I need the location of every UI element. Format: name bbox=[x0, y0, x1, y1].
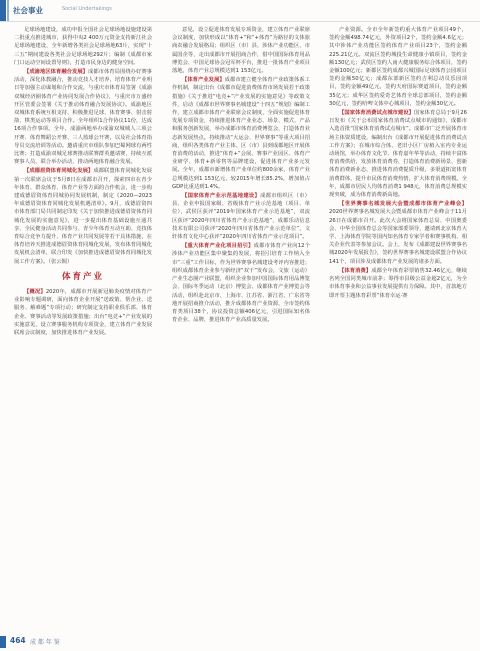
paragraph bbox=[329, 26, 467, 108]
paragraph-heading: 【成渝地区体育融合发展】 bbox=[24, 69, 89, 76]
paragraph bbox=[14, 167, 152, 265]
paragraph-text: 成都联盟体育同城化发展第一次联席会议于5月8日在成都市召开，探索四市在青少年体育、群众体育、体育产业等方面的合作机会，进一步构建成德眉资体育同城协同发展机制，制定《2020—2023年成德眉资体育同城化发展机遇清单》。9月，成德眉资四市体育部门局共同制定印发《关于加快推进成德眉资体育同城化发展的实施意见》，进一步提出体育基础设施互通共享、全民健身活动共同参与、青少年体育互动互助、竞技体育综合竞争力提升、体育产业共同发展等若干具体措施，在体育培养天推进成德眉资体育同城化发展，发布体育同城化发展机会清单，联合印发《加快推进成德眉资体育同城化发展工作方案》。（张云铜） bbox=[14, 168, 152, 265]
paragraph-text: 国家体育总局于9月26日发布《关于公布国家体育消费试点城市的通知》，成都市入选首批“国家体育消费试点城市”。成都市广泛开展体育市场主体资质建设，编制出台《成都市开展促进体育消费试点工作方案》；在城市综合体、老旧小区厂房植入室内专业运动场馆，举办体育文化节、体育嘉年华等活动，持续丰富体育消费供给，发放体育消费券，打造体育消费新场景，创新体育消费新业态，推进体育消费提质升级，多渠道拓宽体育消费群体，提升市民体育消费热情，扩大体育消费规模。全年，成都市居民人均体育消费1 948元，体育消费总规模实现突破，成为体育消费新高地。 bbox=[329, 110, 467, 199]
paragraph-heading: 【世界赛事名城发展大会暨成都市体育产业峰会】 bbox=[339, 201, 467, 208]
paragraph-heading: 【国家体育产业示范基地建设】 bbox=[182, 193, 261, 200]
paragraph bbox=[14, 26, 152, 67]
paragraph-heading: 【国家体育消费试点城市建设】 bbox=[339, 110, 414, 117]
header-accent-bar bbox=[0, 0, 6, 22]
paragraph bbox=[329, 267, 467, 300]
yearbook-label: 成 都 年 鉴 bbox=[30, 639, 60, 646]
paragraph-text: 成都市体育局围绕办好赛事活动，深化体教融合，推动竞技人才培养，培育体育产业明日等加强主动谋划和合作交流，与重庆市体育局签署《成渝双城经济圈体育产业协同发展合作协议》，与重庆市万盛经开区管委会签署《关于推动体育融合发展协议》。成渝地区双城体育系统互相支持、积极推进足球、体育赛事、射击射箭、棋类运动等项目合作。全年组织1合作协议11份，达成16项合作事项。全年，成渝两地举办成渝双城城人三项公开赛、体育舞蹈公开赛、三人篮球公开赛，以及社会体育指导员交流培训等活动。邀请重庆市组队参加巴蜀网球有两性比赛；打造成渝双城足球赛推动联赛群英邀请赛，持续互派赛事人员，联合举办活动，推动两地体育融合发展。 bbox=[14, 69, 152, 166]
footer-accent-bar bbox=[0, 636, 6, 648]
paragraph-text: 足球场地建设，成功申报全国社会足球场地设施建设第二批重点推进城市，获得中央2 400万元资金支持新江社会足球场地建设，全年新增各类社会足球场地63片，实现“十三五”期间建设各类社会足球场地292片；编制《成都市家门口运动空间设置导则》，打造市民身边的健身空间。 bbox=[14, 27, 152, 66]
paragraph-heading: 【概况】 bbox=[24, 288, 46, 295]
paragraph-text: 成都市组织区（市）县、企业申报国家级、省级体育产业示范基地（项目、单位），武侯区获评“2019年国家体育产业示范基地”，双流区获评“2020年四川省体育产业示范基地”，成都乐动信息技术有限公司获评“2020年四川省体育产业示范单位”，文轩体育文化中心获评“2020年四川省体育产业示范项目”。 bbox=[172, 193, 310, 241]
paragraph bbox=[172, 192, 310, 241]
section-heading: 体育产业 bbox=[61, 271, 104, 282]
paragraph bbox=[329, 109, 467, 199]
paragraph bbox=[14, 68, 152, 166]
paragraph-text: 成都市建立健全体育产业政策体系工作机制，制定出台《成都市促进消费体育市场发展若干政策措施》《关于推进“电竞+”产业发展的实施意见》等政策文件，启动《成都市世界赛事名城建设“十四五”规划》编制工作，建立成都市体育产业联席会议制度，全面实施促进体育发展专项资金，持续推进体育产业业态、场景、模式、产品和服务创新发展，举办成都市体育消费博览会，打造体育业态新发展热点。持续推动“大运会、世界赛事”等重大项目招商，组织各类体育产业主体、区（市）县到成都地区开展体育消费的活动，推进“体育+”会展、赛事产业园区、体育产业研学、体育+新零售等品牌建设，促进体育产业多元发展。全年，成都市新增体育产业单位约800余家，体育产业总规模达到1 153亿元，较2015年增长85.2%，增加值占GDP比重达到1.4%。 bbox=[172, 77, 310, 190]
header-divider bbox=[0, 21, 480, 22]
paragraph bbox=[172, 242, 310, 324]
paragraph-heading: 【体育消费】 bbox=[339, 267, 372, 274]
page-number: 464 bbox=[10, 636, 26, 645]
paragraph bbox=[329, 200, 467, 266]
paragraph-heading: 【体育产业发展】 bbox=[182, 77, 225, 84]
paragraph-text: 2020世界赛事名城发展大会暨成都市体育产业峰会于11月26日在成都市召开。此次大会将国家体育总局、中国奥委会、中华全国体育总会等国家部委领导，邀请到北京体育大学、上海体育学院等国内知名体育专家学者和赛事机构、相关企业代表等参加会议。会上，发布《成都建设世界赛事名城2020年发展报告》，签约世界赛事名城建设联盟合作协议141个，项目涉及成都体育产业发展的诸多方面。 bbox=[329, 209, 467, 265]
paragraph-text: 2020年，成都市开展新冠肺炎疫情对体育产业影响专题调研，面向体育企业开展“送政策、帮企业、送服务、解难题”专项行动；研究制定支持职业俱乐部、体育企业、赛事活动等发展政策措施；出台“电竞+”产业发展的实施意见，设立赛事服务机构专项资金，建立体育产业发展联席会议制度，加快推进体育产业发展。 bbox=[14, 288, 152, 336]
paragraph bbox=[172, 76, 310, 191]
text-column-1 bbox=[14, 26, 152, 623]
section-subtitle: Social Undertakings bbox=[62, 6, 112, 12]
paragraph-text: 意见，设立促进体育发展专项资金，建立体育产业联席会议制度，加快形成以“体育+”和“+体育”为路径的文体旅商农融合发展格局；组织区（市）县、涉体产业功能区、市属国企等，走出成都市开展招商合作，借中国国际体育用品博览会、中国足球协会冠军杯平台，推进一批体育产业项目落地，体育产业总规模达到1 153亿元。 bbox=[172, 27, 310, 75]
page-footer bbox=[0, 632, 480, 651]
text-column-2 bbox=[172, 26, 310, 626]
text-column-3 bbox=[329, 26, 467, 626]
paragraph-text: 成都市体育产业向12个涉体产业功能区集中聚集的发展，将招引培育工作纳入全市“三重”工作目标，作为世界赛事名城建设考评内容推进；组织成都体育企业参与新经济“双千”发布会，文旅（运动）产业生态圈产业联盟，组织企业参加中国国际体育用品博览会、国际冬季运动（北京）博览会、成都体育产业博览会等活动，组织赴北京市、上海市、江苏省、浙江省、广东省等地开展招商推介活动，推介成都体育产业资源，全市签约体育类项目38个，协议投资总额406亿元，引进国际知名体育企业、品牌，推进体育产业高质量发展。 bbox=[172, 243, 310, 324]
paragraph-heading: 【成德眉资体育同城化发展】 bbox=[24, 168, 94, 175]
header-accent-bar-light bbox=[7, 0, 9, 22]
paragraph bbox=[14, 288, 152, 337]
paragraph bbox=[172, 26, 310, 75]
section-title: 社会事业 bbox=[13, 6, 43, 15]
paragraph-text: 成都全年体育彩票销售32.46亿元，继续名列全国同类城市前茅；筹得市县级公益金超2亿元，为全市体育事业和公益事业发展提供有力保障。其中，首款地方即开票主题体育彩票“体育幸运·赛 bbox=[329, 267, 467, 299]
paragraph-text: 产业资源。全市全年新签约重大体育产业项目49个，签约金额498.74亿元，外资项目2个，签约金额4.6亿元；其中涉体产业功能区签约体育产业项目23个，签约金额225.21亿元。双流区签约城投生命健康小镇项目，签约金额130亿元；武侯区签约人南大健康服务综合体项目，签约金额100亿元；新都区签约成都兴城国际足球体育公园项目签约金额50亿元；成都东部新区签约吉利总动员乐园项目，签约金额49亿元，签约天府国际赛道项目，签约金额35亿元；成华区签约爱奇艺体育全球总部项目，签约金额30亿元，签约哈啤文体中心城项目，签约金额30亿元。 bbox=[329, 27, 467, 107]
page-header bbox=[0, 0, 480, 22]
paragraph-heading: 【重大体育产业化项目招引】 bbox=[182, 243, 254, 250]
